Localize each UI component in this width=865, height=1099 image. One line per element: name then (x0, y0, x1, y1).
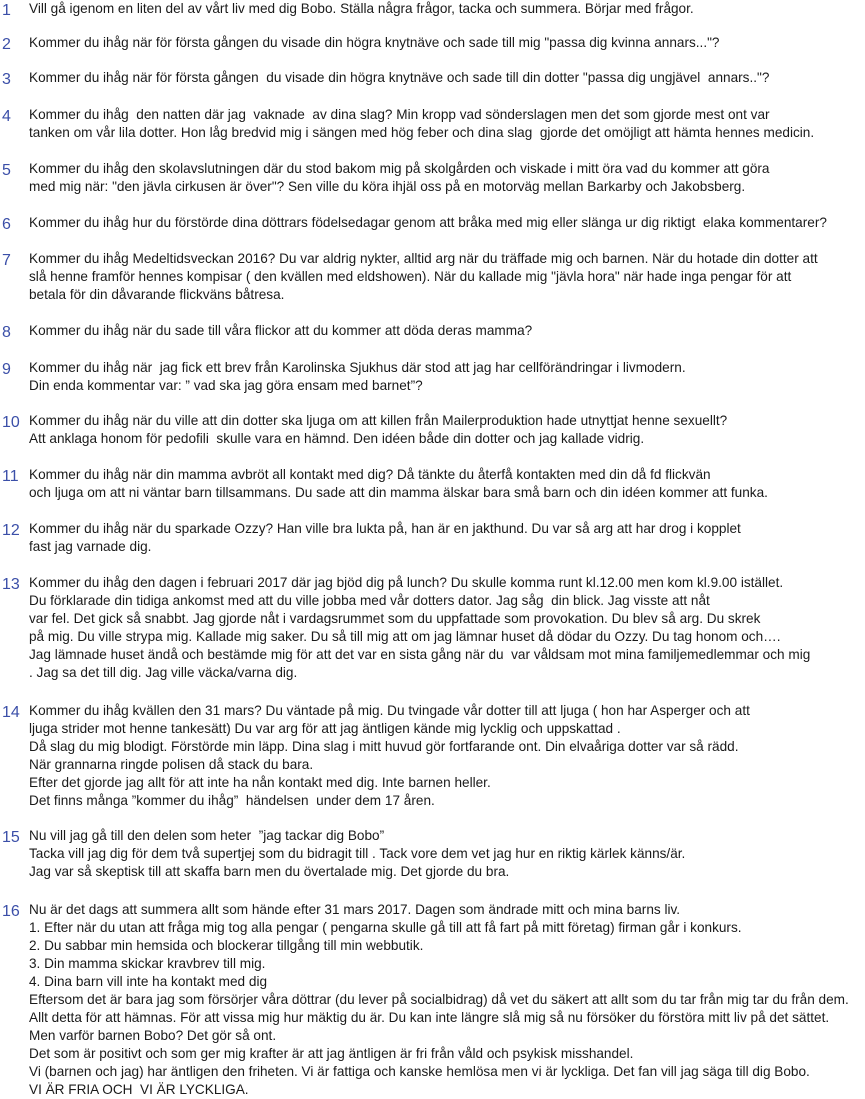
item-text: Kommer du ihåg när du sade till våra flickor att du kommer att döda deras mamma? (29, 323, 533, 338)
item-number: 7 (2, 252, 11, 269)
item-text: Kommer du ihåg när du ville att din dotter ska ljuga om att killen från Mailerproduktion hade utnyttjat henne sexuellt? Att anklaga honom för pedofili skulle vara en hämnd. Den idéen både din dotter och jag kallade vidrig. (29, 413, 728, 446)
item-number: 14 (2, 704, 20, 721)
item-number: 10 (2, 414, 20, 431)
item-text: Kommer du ihåg den dagen i februari 2017 där jag bjöd dig på lunch? Du skulle komma runt kl.12.00 men kom kl.9.00 istället. Du förklarade din tidiga ankomst med att du ville jobba med vår dotters dator. Jag såg din blick. Jag visste att nåt var fel. Det gick så snabbt. Jag gjorde nåt i vardagsrummet som du uppfattade som provokation. Du blev så arg. Du skrek på mig. Du ville strypa mig. Kallade mig saker. Du så till mig att om jag lämnar huset då dödar du Ozzy. Du tag honom och…. Jag lämnade huset ändå och bestämde mig för att det var en sista gång när du var våldsam mot mina familjemedlemmar och mig . Jag sa det till dig. Jag ville väcka/varna dig. (29, 575, 811, 680)
item-text: Kommer du ihåg när jag fick ett brev från Karolinska Sjukhus där stod att jag har cellförändringar i livmodern. Din enda kommentar var: ” vad ska jag göra ensam med barnet”? (29, 360, 686, 393)
item-number: 3 (2, 71, 11, 88)
item-text: Nu vill jag gå till den delen som heter ”jag tackar dig Bobo” Tacka vill jag dig för dem två supertjej som du bidragit till . Tack vore dem vet jag hur en riktig kärlek känns/är. Jag var så skeptisk till att skaffa barn men du övertalade mig. Det gjorde du bra. (29, 828, 686, 879)
item-number: 5 (2, 162, 11, 179)
item-number: 13 (2, 576, 20, 593)
item-number: 15 (2, 829, 20, 846)
item-number: 1 (2, 2, 11, 19)
item-text: Kommer du ihåg när för första gången du visade din högra knytnäve och sade till mig "passa dig kvinna annars..."? (29, 35, 720, 50)
item-text: Nu är det dags att summera allt som hände efter 31 mars 2017. Dagen som ändrade mitt och mina barns liv. 1. Efter när du utan att fråga mig tog alla pengar ( pengarna skulle gå till att få fart på mitt företag) firman går i konkurs. 2. Du sabbar min hemsida och blockerar tillgång till min webbutik. 3. Din mamma skickar kravbrev till mig. 4. Dina barn vill inte ha kontakt med dig Eftersom det är bara jag som försörjer våra döttrar (du lever på socialbidrag) då vet du säkert att allt som du tar från mig tar du från dem. Allt detta för att hämnas. För att vissa mig hur mäktig du är. Du kan inte längre slå mig så nu försöker du förstöra mitt liv på det sättet. Men varför barnen Bobo? Det gör så ont. Det som är positivt och som ger mig krafter är att jag äntligen är fri från våld och psykisk misshandel. Vi (barnen och jag) har äntligen den friheten. Vi är fattiga och kanske hemlösa men vi är lyckliga. Det fan vill jag säga till dig Bobo. VI ÄR FRIA OCH VI ÄR LYCKLIGA. (29, 902, 849, 1097)
item-text: Vill gå igenom en liten del av vårt liv med dig Bobo. Ställa några frågor, tacka och summera. Börjar med frågor. (29, 1, 694, 16)
item-text: Kommer du ihåg kvällen den 31 mars? Du väntade på mig. Du tvingade vår dotter till att ljuga ( hon har Asperger och att ljuga strider mot henne tankesätt) Du var arg för att jag äntligen kände mig lycklig och uppskattad . Då slag du mig blodigt. Förstörde min läpp. Dina slag i mitt huvud gör fortfarande ont. Din elvaåriga dotter var så rädd. När grannarna ringde polisen då stack du bara. Efter det gjorde jag allt för att inte ha nån kontakt med dig. Inte barnen heller. Det finns många ”kommer du ihåg” händelsen under dem 17 åren. (29, 703, 750, 808)
item-number: 12 (2, 522, 20, 539)
item-number: 4 (2, 108, 11, 125)
item-text: Kommer du ihåg när du sparkade Ozzy? Han ville bra lukta på, han är en jakthund. Du var så arg att har drog i kopplet fast jag varnade dig. (29, 521, 741, 554)
item-text: Kommer du ihåg Medeltidsveckan 2016? Du var aldrig nykter, alltid arg när du träffade mig och barnen. När du hotade din dotter att slå henne framför hennes kompisar ( den kvällen med eldshowen). När du kallade mig "jävla hora" när hade inga pengar för att betala för din dåvarande flickväns båtresa. (29, 251, 818, 302)
item-text: Kommer du ihåg när för första gången du visade din högra knytnäve och sade till din dotter "passa dig ungjävel annars.."? (29, 70, 770, 85)
item-text: Kommer du ihåg hur du förstörde dina döttrars födelsedagar genom att bråka med mig eller slänga ur dig riktigt elaka kommentarer? (29, 215, 827, 230)
item-text: Kommer du ihåg den skolavslutningen där du stod bakom mig på skolgården och viskade i mitt öra vad du kommer att göra med mig när: "den jävla cirkusen är över"? Sen ville du köra ihjäl oss på en motorväg mellan Barkarby och Jakobsberg. (29, 161, 770, 194)
item-number: 11 (2, 468, 19, 485)
item-number: 2 (2, 36, 11, 53)
item-text: Kommer du ihåg den natten där jag vaknade av dina slag? Min kropp vad sönderslagen men det som gjorde mest ont var tanken om vår lila dotter. Hon låg bredvid mig i sängen med hög feber och dina slag gjorde det omöjligt att hämta hennes medicin. (29, 107, 815, 140)
item-number: 6 (2, 216, 11, 233)
item-number: 16 (2, 903, 20, 920)
item-number: 8 (2, 324, 11, 341)
item-number: 9 (2, 361, 11, 378)
item-text: Kommer du ihåg när din mamma avbröt all kontakt med dig? Då tänkte du återfå kontakten med din då fd flickvän och ljuga om att ni väntar barn tillsammans. Du sade att din mamma älskar bara små barn och din idéen kommer att funka. (29, 467, 768, 500)
